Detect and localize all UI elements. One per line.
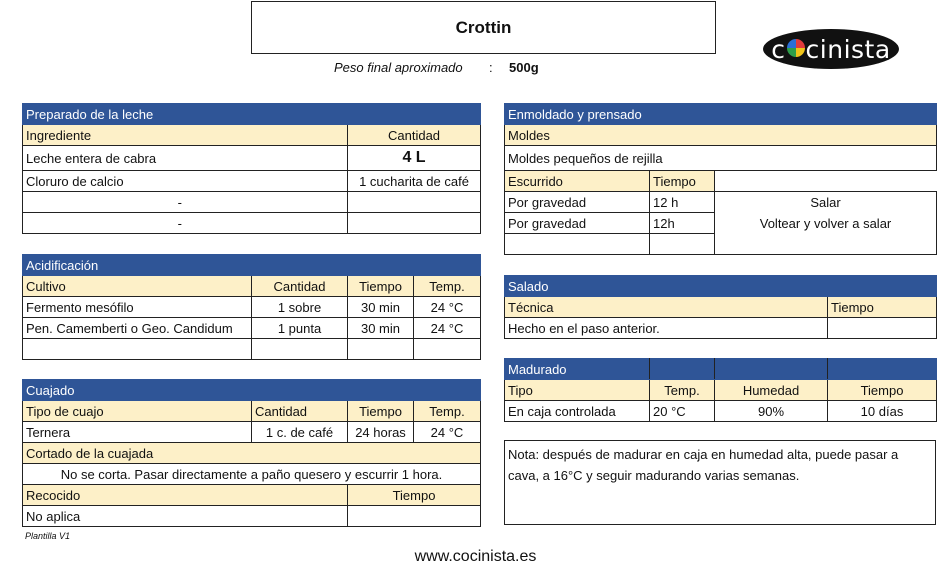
cell: 10 días [828,401,937,422]
cell: Leche entera de cabra [23,146,348,171]
col-header: Ingrediente [23,125,348,146]
recocido-tiempo-label: Tiempo [348,485,481,506]
madurado-table [504,358,937,422]
col-header: Temp. [650,380,715,401]
enmoldado-table [504,103,937,255]
cell [252,339,348,360]
note-line: Voltear y volver a salar [759,216,892,231]
cell: 1 sobre [252,297,348,318]
recipe-title: Crottin [251,1,716,54]
cell [414,339,481,360]
cell [828,318,937,339]
col-header: Temp. [414,401,481,422]
col-header: Tiempo [348,401,414,422]
cortado-value: No se corta. Pasar directamente a paño quesero y escurrir 1 hora. [23,464,481,485]
cell: 24 °C [414,297,481,318]
col-header: Cantidad [252,276,348,297]
logo-text-end: cinista [805,34,891,64]
cell [348,192,481,213]
cell: - [23,192,348,213]
col-header: Tiempo [650,171,715,192]
col-header: Tiempo [348,276,414,297]
section-title: Cuajado [23,380,481,401]
col-header: Tipo de cuajo [23,401,252,422]
cell: 12h [650,213,715,234]
col-header: Cantidad [348,125,481,146]
col-header: Tiempo [828,380,937,401]
cell: En caja controlada [505,401,650,422]
cell [650,234,715,255]
col-header: Escurrido [505,171,650,192]
section-filler [828,359,937,380]
salado-table [504,275,937,339]
col-header: Tipo [505,380,650,401]
section-title: Preparado de la leche [23,104,481,125]
nota-box: Nota: después de madurar en caja en humedad alta, puede pasar a cava, a 16°C y seguir madurando varias semanas. [504,440,936,525]
preparado-table [22,103,481,234]
cell: 30 min [348,318,414,339]
recocido-value: No aplica [23,506,348,527]
cocinista-logo [763,29,899,69]
recocido-tiempo-value [348,506,481,527]
footer-url[interactable]: www.cocinista.es [414,548,537,565]
acidificacion-table [22,254,481,360]
cell: 24 horas [348,422,414,443]
cell: 4 L [348,146,481,171]
cell: Ternera [23,422,252,443]
section-filler [650,359,715,380]
cell [348,339,414,360]
enmoldado-notes [715,192,937,255]
cell: Cloruro de calcio [23,171,348,192]
cell: - [23,213,348,234]
col-header: Tiempo [828,297,937,318]
cell: 30 min [348,297,414,318]
cell: 1 punta [252,318,348,339]
cell [23,339,252,360]
cell: 12 h [650,192,715,213]
section-filler [715,359,828,380]
cell: 1 c. de café [252,422,348,443]
logo-text-start: c [771,34,786,64]
cell: 20 °C [650,401,715,422]
recocido-label: Recocido [23,485,348,506]
section-title: Madurado [505,359,650,380]
cell: 24 °C [414,422,481,443]
section-title: Salado [505,276,937,297]
cuajado-table [22,379,481,527]
cell [505,234,650,255]
moldes-label: Moldes [505,125,937,146]
col-header: Humedad [715,380,828,401]
col-header: Cantidad [252,401,348,422]
section-title: Acidificación [23,255,481,276]
plantilla-version: Plantilla V1 [25,531,71,541]
peso-final [334,60,539,75]
col-header: Técnica [505,297,828,318]
peso-colon: : [489,60,493,75]
cell [348,213,481,234]
cell: Por gravedad [505,213,650,234]
peso-label: Peso final aproximado [334,60,463,75]
cell: 1 cucharita de café [348,171,481,192]
note-line: Salar [810,195,841,210]
empty-cell [715,171,937,192]
cell: 24 °C [414,318,481,339]
peso-value: 500g [509,60,539,75]
col-header: Temp. [414,276,481,297]
cell: Hecho en el paso anterior. [505,318,828,339]
cell: Fermento mesófilo [23,297,252,318]
col-header: Cultivo [23,276,252,297]
section-title: Enmoldado y prensado [505,104,937,125]
cortado-label: Cortado de la cuajada [23,443,481,464]
moldes-value: Moldes pequeños de rejilla [505,146,937,171]
cell: 90% [715,401,828,422]
globe-icon [787,39,805,57]
cell: Pen. Camemberti o Geo. Candidum [23,318,252,339]
cell: Por gravedad [505,192,650,213]
